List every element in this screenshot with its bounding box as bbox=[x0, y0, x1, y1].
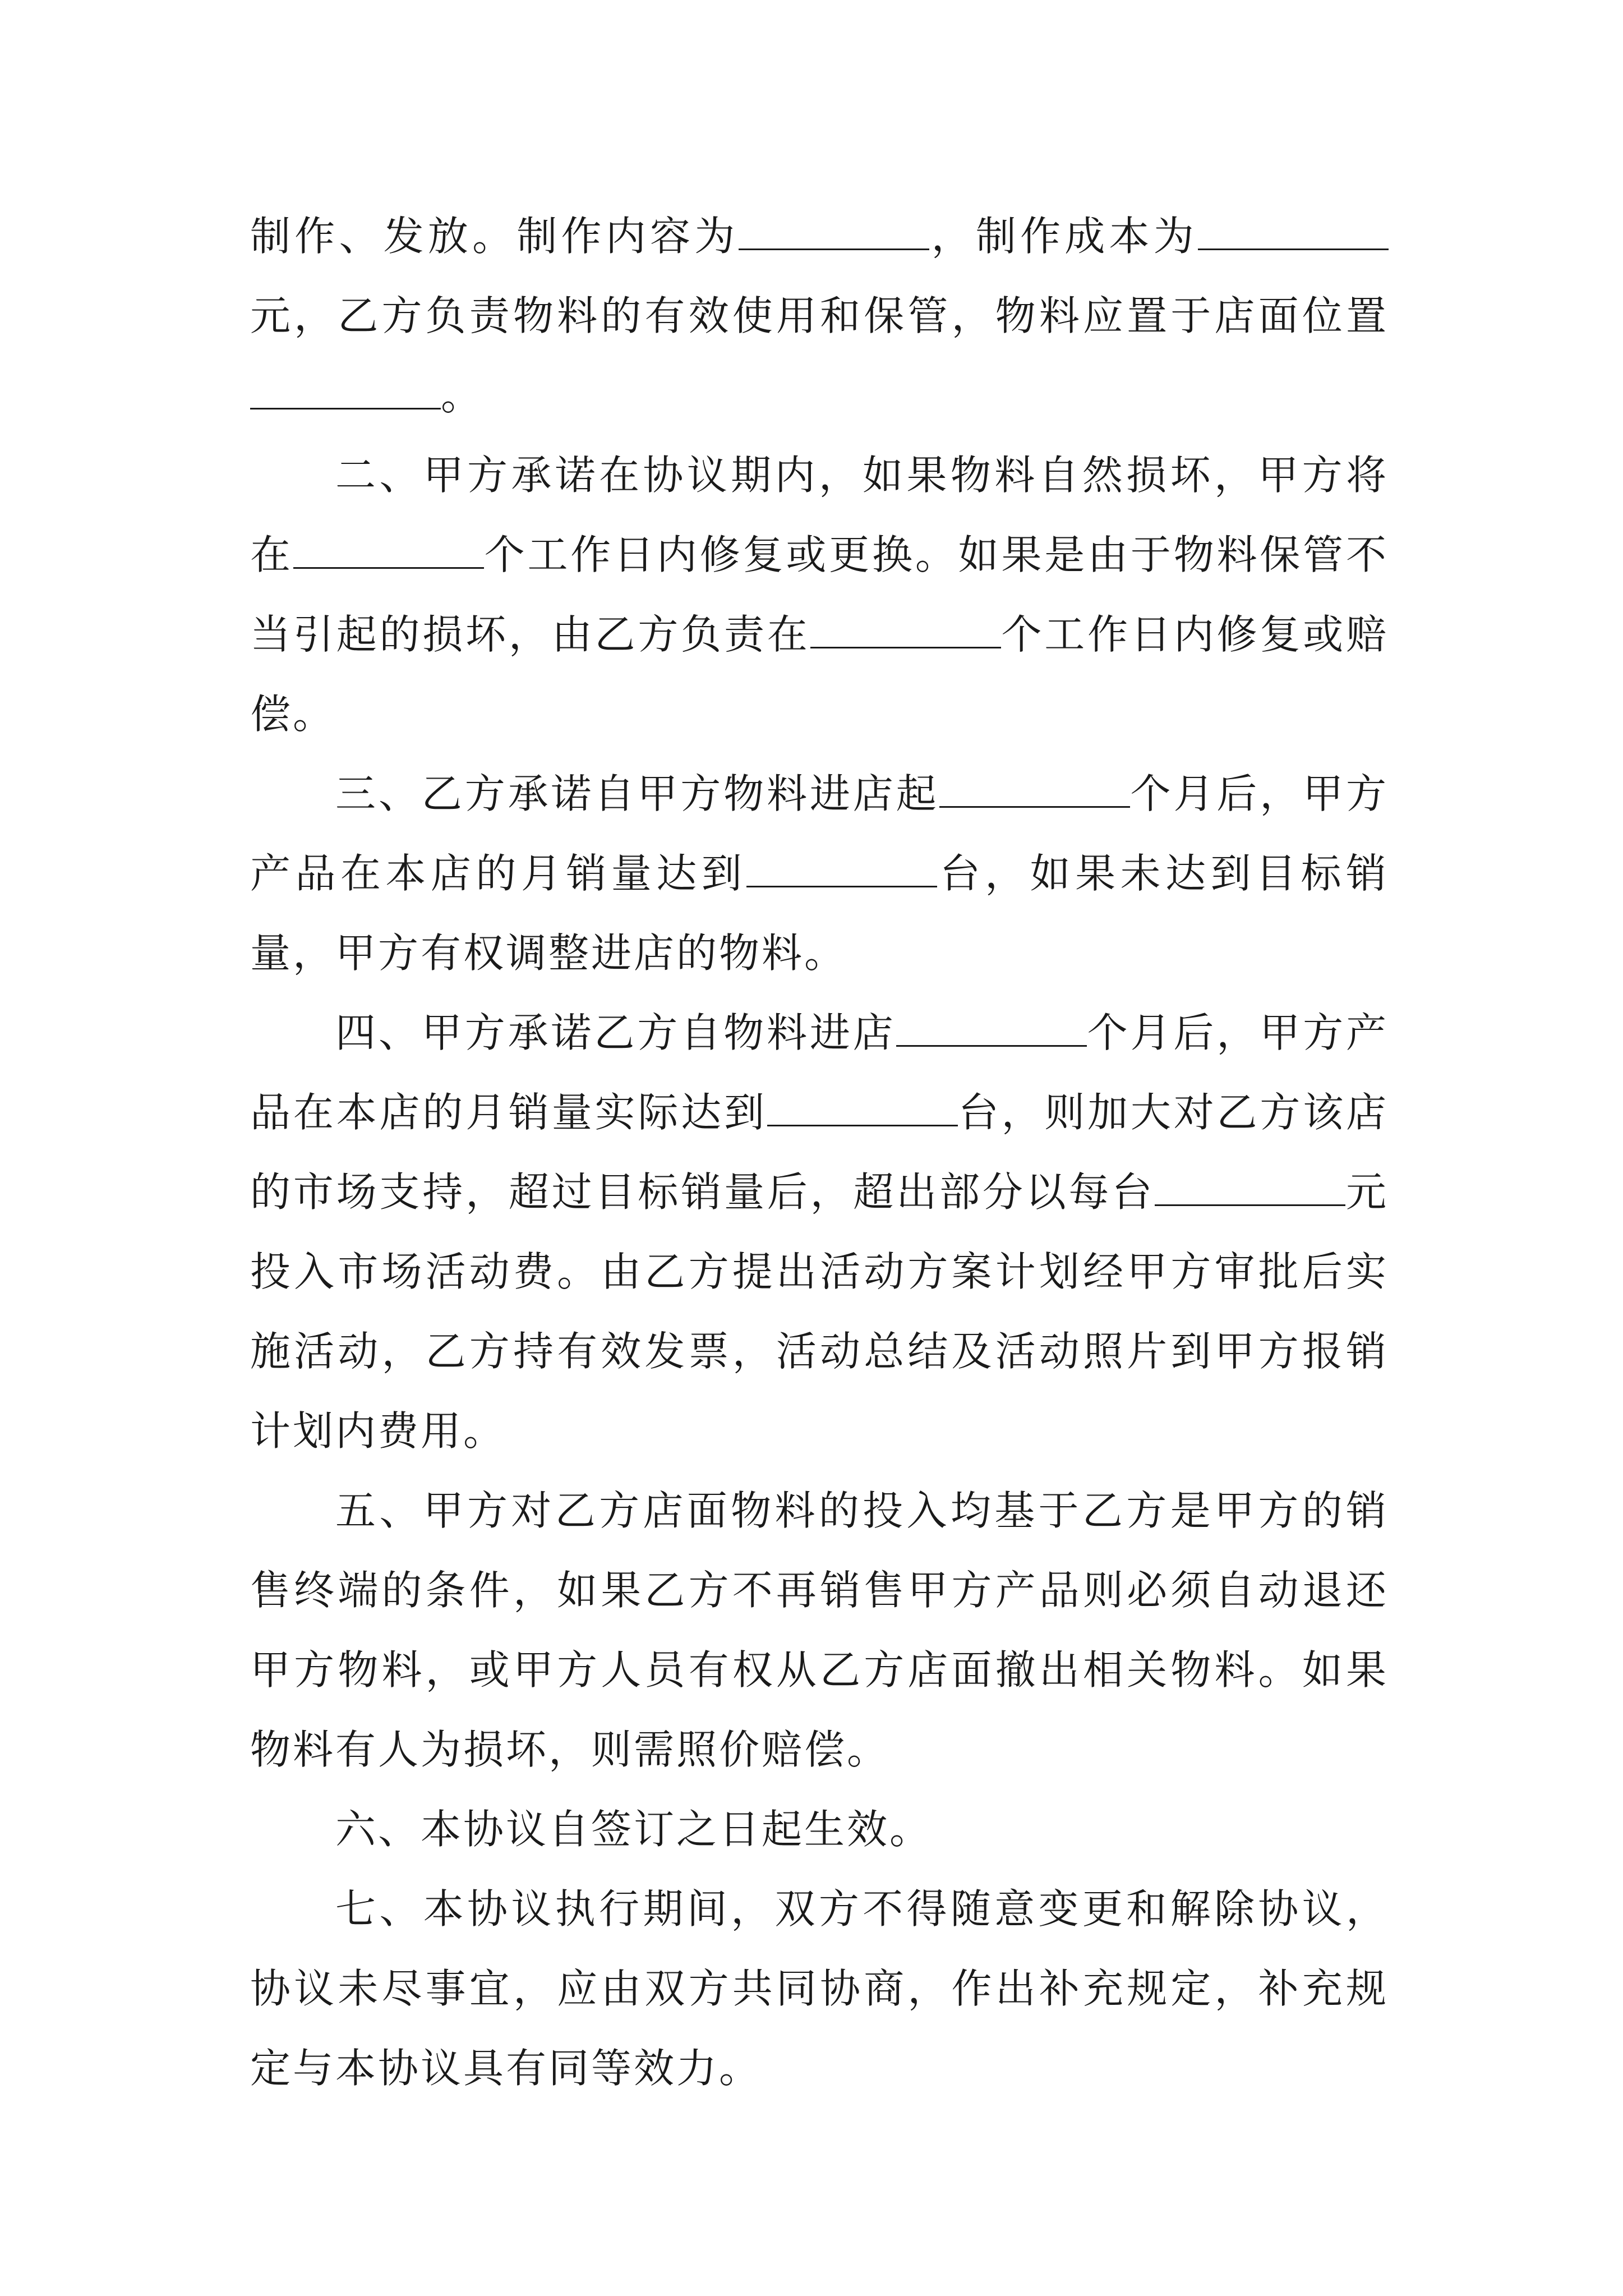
text-segment: 三、乙方承诺自甲方物料进店起 bbox=[335, 770, 939, 817]
text-segment: 台，如果未达到目标销量，甲方有权调整进店的物料。 bbox=[250, 850, 1389, 977]
text-segment: 。 bbox=[441, 372, 484, 419]
text-segment: 台，则加大对乙方该店的市场支持，超过目标销量后，超出部分以每台 bbox=[250, 1089, 1389, 1216]
paragraph-6 bbox=[250, 1789, 1389, 1869]
fill-blank-position bbox=[250, 374, 441, 409]
fill-blank-content bbox=[739, 215, 929, 250]
fill-blank-months bbox=[896, 1011, 1087, 1047]
text-segment: 个月后，甲方产品在本店的月销量达到 bbox=[250, 770, 1389, 897]
paragraph-1 bbox=[250, 196, 1389, 435]
text-segment: 个工作日内修复或更换。如果是由于物料保管不当引起的损坏，由乙方负责在 bbox=[250, 531, 1389, 658]
paragraph-5 bbox=[250, 1471, 1389, 1789]
text-segment: 四、甲方承诺乙方自物料进店 bbox=[335, 1009, 896, 1056]
text-segment: 元，乙方负责物料的有效使用和保管，物料应置于店面位置 bbox=[250, 292, 1389, 339]
text-segment: 七、本协议执行期间，双方不得随意变更和解除协议，协议未尽事宜，应由双方共同协商，作出补充规定，补充规定与本协议具有同等效力。 bbox=[250, 1885, 1389, 2092]
fill-blank-per-unit-fee bbox=[1155, 1171, 1345, 1206]
document-body bbox=[250, 196, 1389, 2108]
text-segment: 个工作日内修复或赔偿。 bbox=[250, 611, 1389, 738]
fill-blank-repair-days bbox=[293, 533, 484, 569]
fill-blank-cost bbox=[1198, 215, 1389, 250]
paragraph-2 bbox=[250, 435, 1389, 754]
fill-blank-months bbox=[939, 772, 1130, 808]
fill-blank-actual-units bbox=[767, 1091, 958, 1126]
text-segment: 元投入市场活动费。由乙方提出活动方案计划经甲方审批后实施活动，乙方持有效发票，活动总结及活动照片到甲方报销计划内费用。 bbox=[250, 1168, 1389, 1455]
text-segment: 二、甲方承诺在协议期内，如果物料自然损坏，甲方将在 bbox=[250, 452, 1389, 578]
text-segment: 五、甲方对乙方店面物料的投入均基于乙方是甲方的销售终端的条件，如果乙方不再销售甲方产品则必须自动退还甲方物料，或甲方人员有权从乙方店面撤出相关物料。如果物料有人为损坏，则需照价赔偿。 bbox=[250, 1487, 1389, 1773]
text-segment: 个月后，甲方产品在本店的月销量实际达到 bbox=[250, 1009, 1389, 1136]
fill-blank-compensation-days bbox=[810, 613, 1001, 648]
paragraph-4 bbox=[250, 993, 1389, 1471]
text-segment: 制作、发放。制作内容为 bbox=[250, 213, 739, 260]
text-segment: 六、本协议自签订之日起生效。 bbox=[335, 1806, 933, 1853]
paragraph-3 bbox=[250, 754, 1389, 993]
paragraph-7 bbox=[250, 1869, 1389, 2108]
fill-blank-target-units bbox=[746, 852, 937, 887]
text-segment: ，制作成本为 bbox=[929, 213, 1198, 260]
